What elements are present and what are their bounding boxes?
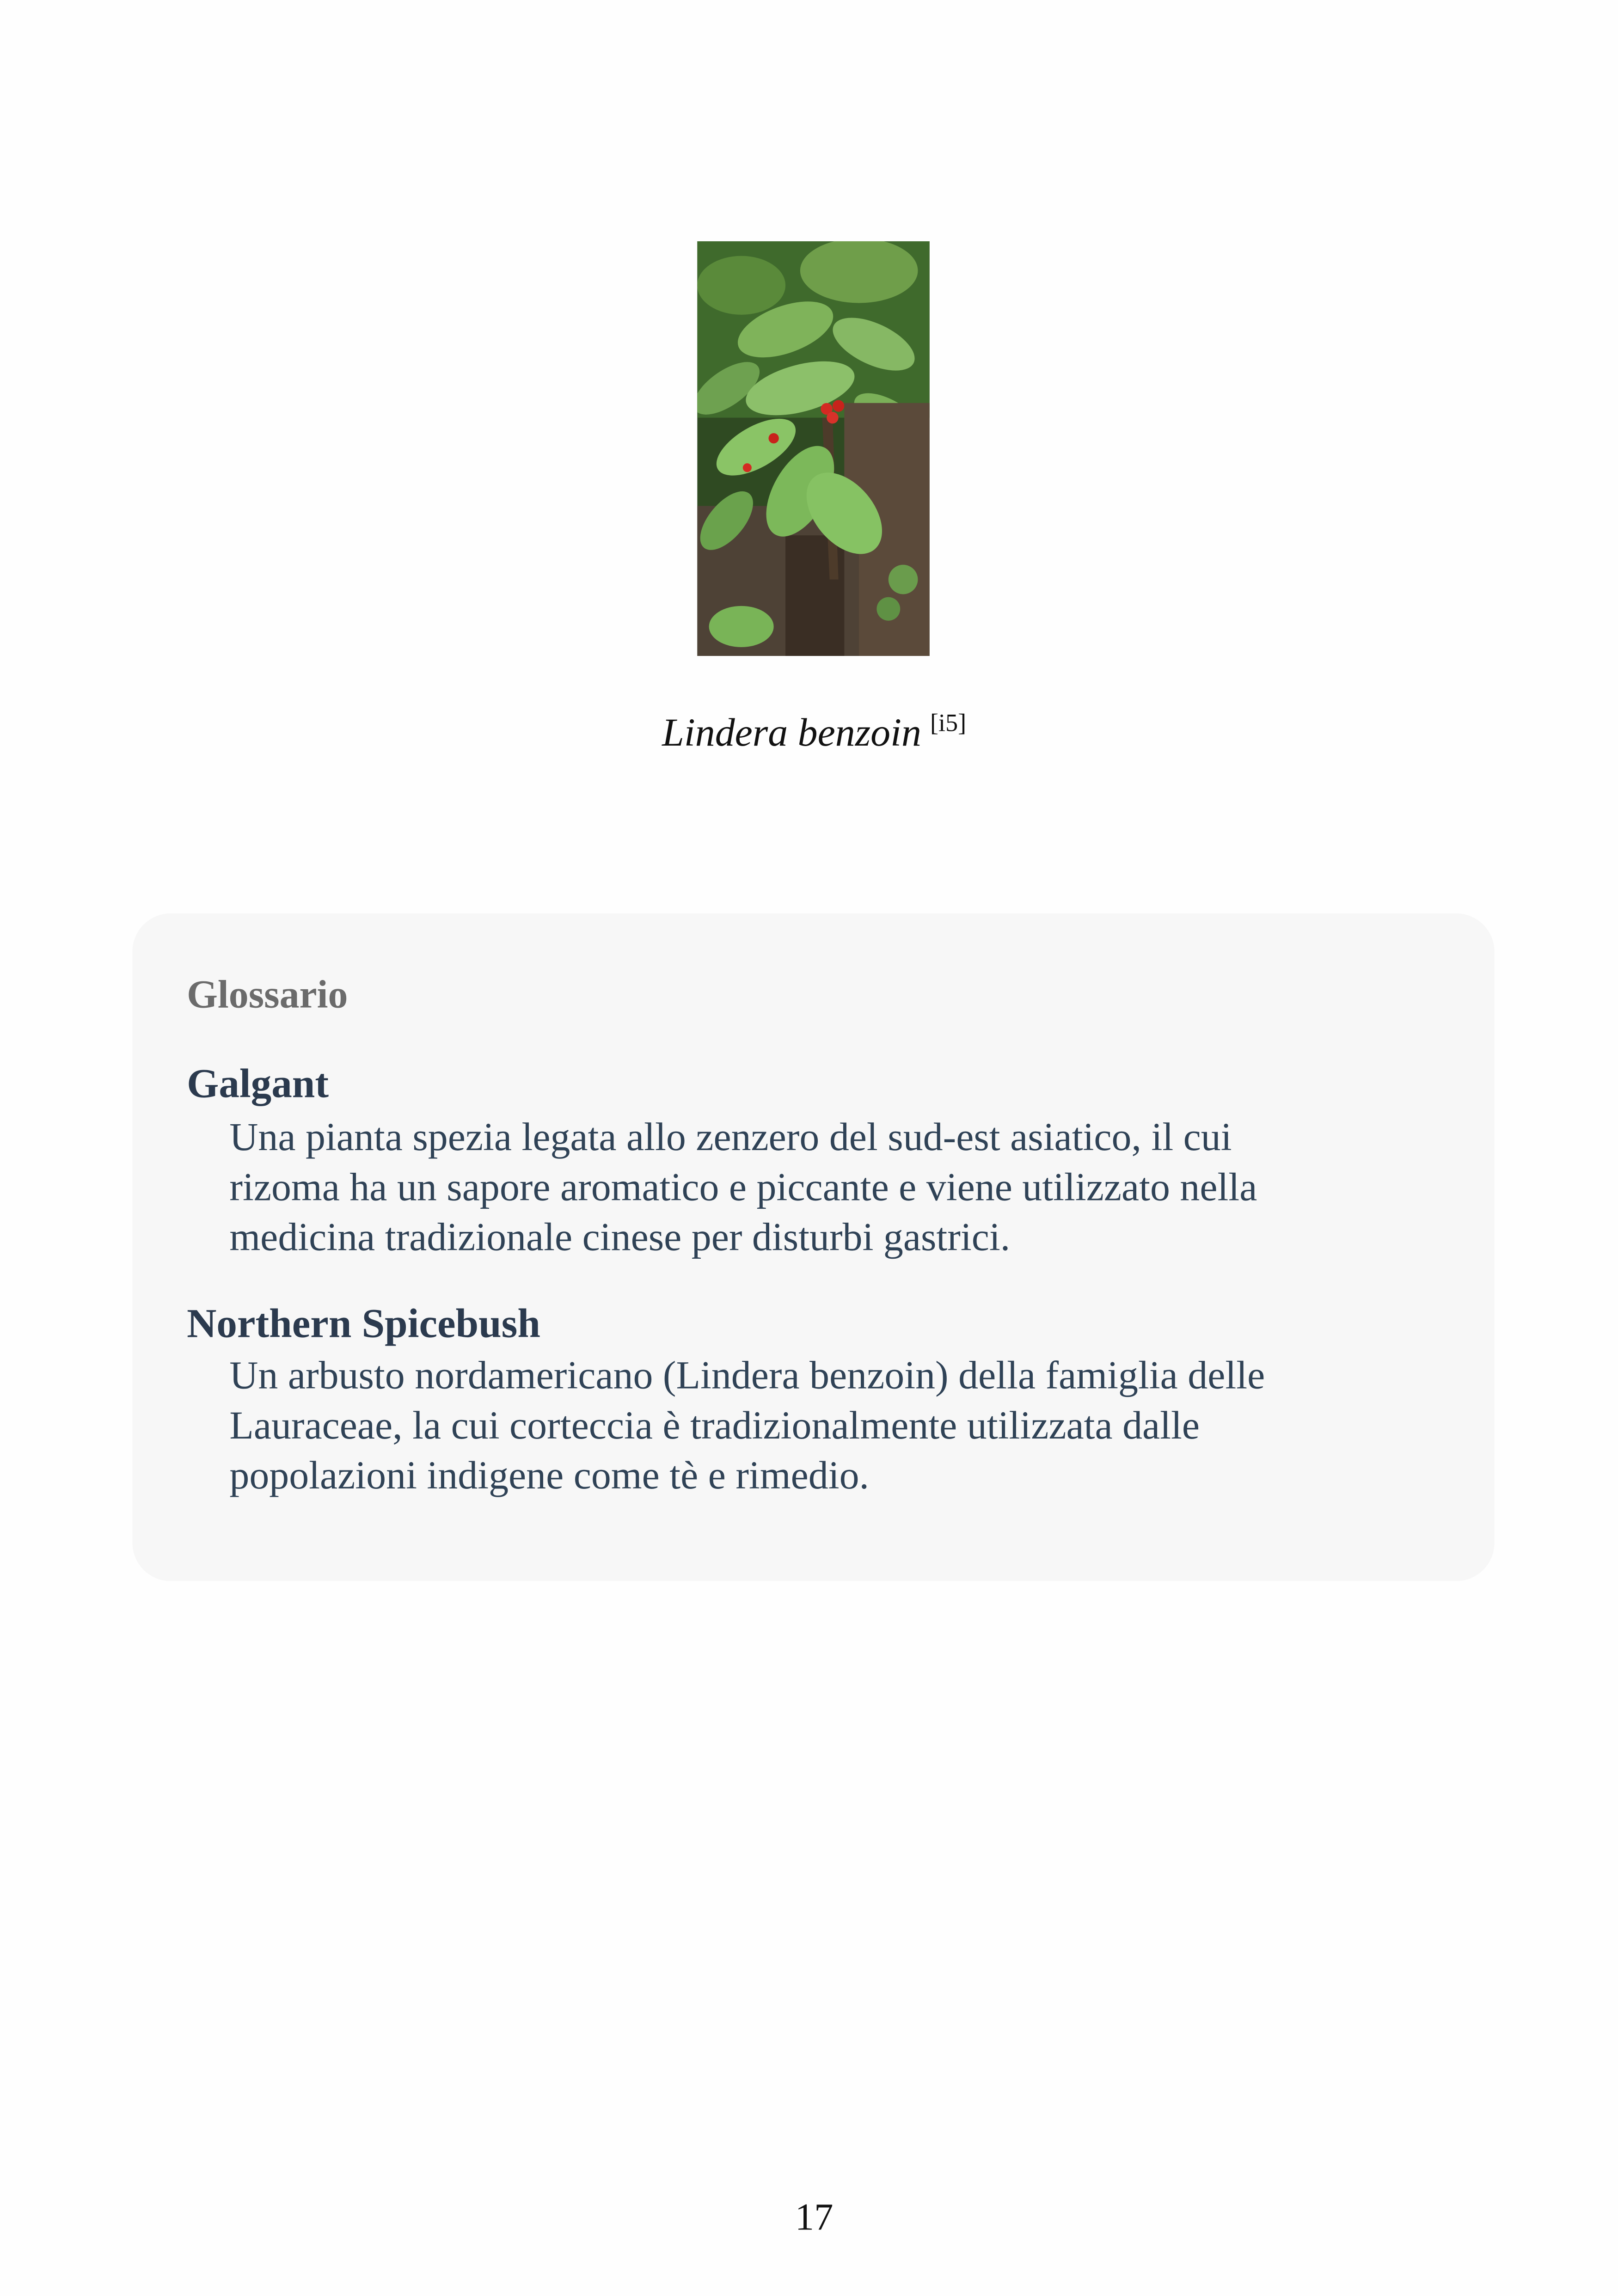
caption-image-reference: [i5] — [930, 709, 967, 737]
glossary-term: Galgant — [187, 1062, 329, 1108]
page-number: 17 — [795, 2196, 834, 2239]
definition-line: Un arbusto nordamericano (Lindera benzoin) della famiglia delle — [229, 1353, 1265, 1397]
definition-line: Una pianta spezia legata allo zenzero del sud-est asiatico, il cui — [229, 1114, 1232, 1159]
glossary-term: Northern Spicebush — [187, 1301, 540, 1347]
figure-caption — [0, 697, 1618, 759]
definition-line: medicina tradizionale cinese per disturbi gastrici. — [229, 1215, 1011, 1259]
definition-line: rizoma ha un sapore aromatico e piccante e viene utilizzato nella — [229, 1164, 1257, 1209]
glossary-definition — [229, 1350, 1406, 1500]
definition-line: popolazioni indigene come tè e rimedio. — [229, 1453, 870, 1498]
definition-line: Lauraceae, la cui corteccia è tradizionalmente utilizzata dalle — [229, 1403, 1200, 1447]
caption-species-name: Lindera benzoin — [662, 710, 921, 755]
plant-photo — [697, 241, 930, 656]
glossary-definition — [229, 1112, 1406, 1262]
glossary-title: Glossario — [187, 972, 348, 1016]
